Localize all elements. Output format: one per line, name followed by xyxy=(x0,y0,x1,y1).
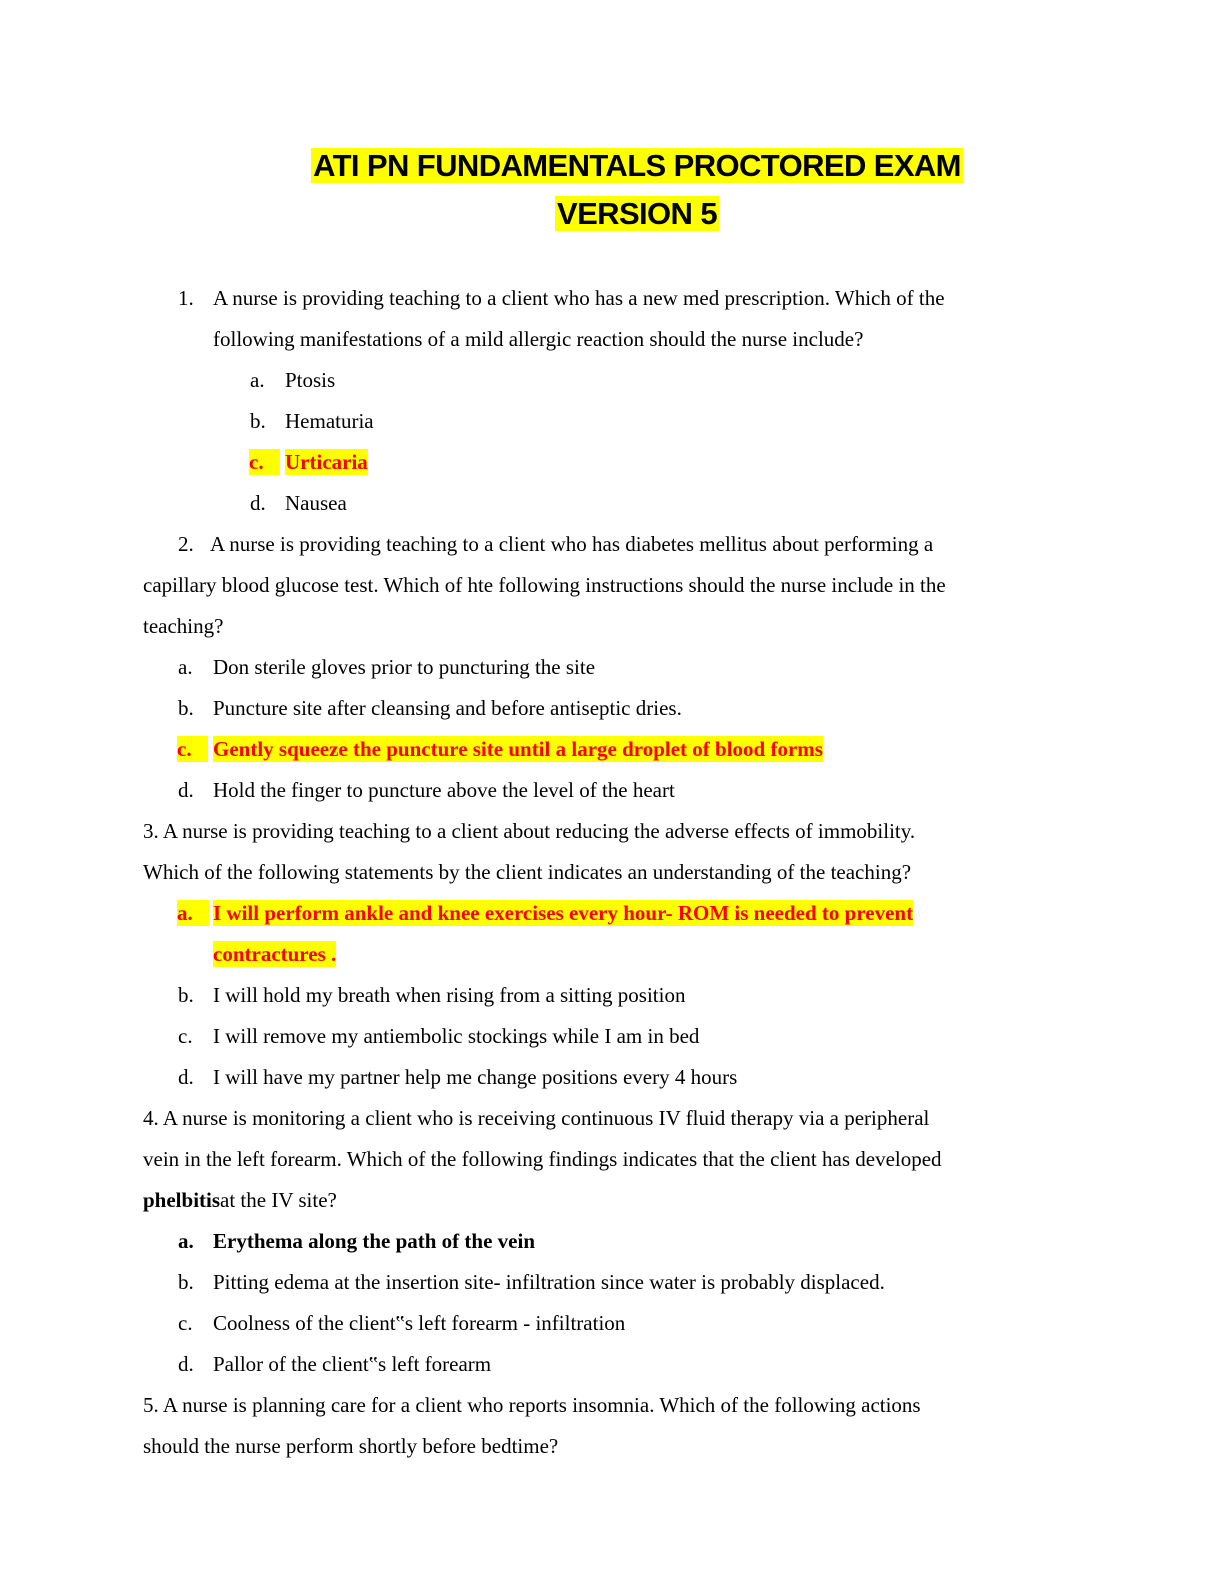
q3-option-a-text-answer-cont: contractures . xyxy=(213,942,337,966)
q4-option-b-letter: b. xyxy=(178,1270,194,1294)
q3-option-a-text-answer: I will perform ankle and knee exercises every hour- ROM is needed to prevent xyxy=(213,901,914,925)
q4-option-d-letter: d. xyxy=(178,1352,194,1376)
title-text-line2: VERSION 5 xyxy=(557,196,717,231)
q4-option-b-text: Pitting edema at the insertion site- infiltration since water is probably displaced. xyxy=(213,1270,885,1294)
title-text-line1: ATI PN FUNDAMENTALS PROCTORED EXAM xyxy=(313,148,961,183)
q2-option-b-letter: b. xyxy=(178,696,194,720)
question-1-stem-line1: A nurse is providing teaching to a client who has a new med prescription. Which of the xyxy=(213,286,945,310)
q4-option-c-letter: c. xyxy=(178,1311,193,1335)
q2-option-a-text: Don sterile gloves prior to puncturing the site xyxy=(213,655,596,679)
q1-option-b-text: Hematuria xyxy=(285,409,374,433)
q4-option-c-text: Coolness of the client‟s left forearm - infiltration xyxy=(213,1311,626,1335)
q2-option-c-letter: c. xyxy=(177,736,208,762)
question-4-stem-line3 xyxy=(143,1187,337,1213)
q1-option-c-text-answer: Urticaria xyxy=(285,450,368,474)
q2-option-a-letter: a. xyxy=(178,655,193,679)
q3-option-d-letter: d. xyxy=(178,1065,194,1089)
question-2-stem-line1: A nurse is providing teaching to a client who has diabetes mellitus about performing a xyxy=(210,532,934,556)
q4-option-d-text: Pallor of the client‟s left forearm xyxy=(213,1352,492,1376)
question-5-stem-line2: should the nurse perform shortly before bedtime? xyxy=(143,1434,559,1458)
question-2-stem-line2: capillary blood glucose test. Which of hte following instructions should the nurse include in the xyxy=(143,573,946,597)
q2-option-d-letter: d. xyxy=(178,778,194,802)
q1-option-a-letter: a. xyxy=(250,368,265,392)
q3-option-b-text: I will hold my breath when rising from a sitting position xyxy=(213,983,686,1007)
q2-option-c-text-answer: Gently squeeze the puncture site until a large droplet of blood forms xyxy=(213,737,823,761)
q1-option-a-text: Ptosis xyxy=(285,368,336,392)
question-5-stem-line1: 5. A nurse is planning care for a client who reports insomnia. Which of the following actions xyxy=(143,1393,921,1417)
question-1-number: 1. xyxy=(178,286,194,310)
question-4-stem-line1: 4. A nurse is monitoring a client who is receiving continuous IV fluid therapy via a peripheral xyxy=(143,1106,930,1130)
q1-option-c-letter: c. xyxy=(249,449,280,475)
question-2-stem-line3: teaching? xyxy=(143,614,224,638)
q3-option-a-letter: a. xyxy=(177,900,209,926)
q3-option-c-text: I will remove my antiembolic stockings while I am in bed xyxy=(213,1024,700,1048)
q1-option-d-letter: d. xyxy=(250,491,266,515)
question-4-stem-line3-rest: at the IV site? xyxy=(220,1188,337,1212)
question-4-stem-line2: vein in the left forearm. Which of the following findings indicates that the client has developed xyxy=(143,1147,942,1171)
page-title-line2 xyxy=(0,195,1224,233)
q3-option-b-letter: b. xyxy=(178,983,194,1007)
q4-option-a-text-answer: Erythema along the path of the vein xyxy=(213,1229,535,1253)
q3-option-d-text: I will have my partner help me change positions every 4 hours xyxy=(213,1065,738,1089)
page-title-line1 xyxy=(0,147,1224,185)
q2-option-d-text: Hold the finger to puncture above the level of the heart xyxy=(213,778,675,802)
question-3-stem-line1: 3. A nurse is providing teaching to a client about reducing the adverse effects of immobility. xyxy=(143,819,916,843)
q4-option-a-letter: a. xyxy=(178,1229,194,1253)
q3-option-c-letter: c. xyxy=(178,1024,193,1048)
question-1-stem-line2: following manifestations of a mild allergic reaction should the nurse include? xyxy=(213,327,864,351)
q1-option-d-text: Nausea xyxy=(285,491,347,515)
q1-option-b-letter: b. xyxy=(250,409,266,433)
question-2-number: 2. xyxy=(178,532,194,556)
q2-option-b-text: Puncture site after cleansing and before antiseptic dries. xyxy=(213,696,682,720)
phlebitis-term: phelbitis xyxy=(143,1188,221,1212)
question-3-stem-line2: Which of the following statements by the client indicates an understanding of the teaching? xyxy=(143,860,912,884)
